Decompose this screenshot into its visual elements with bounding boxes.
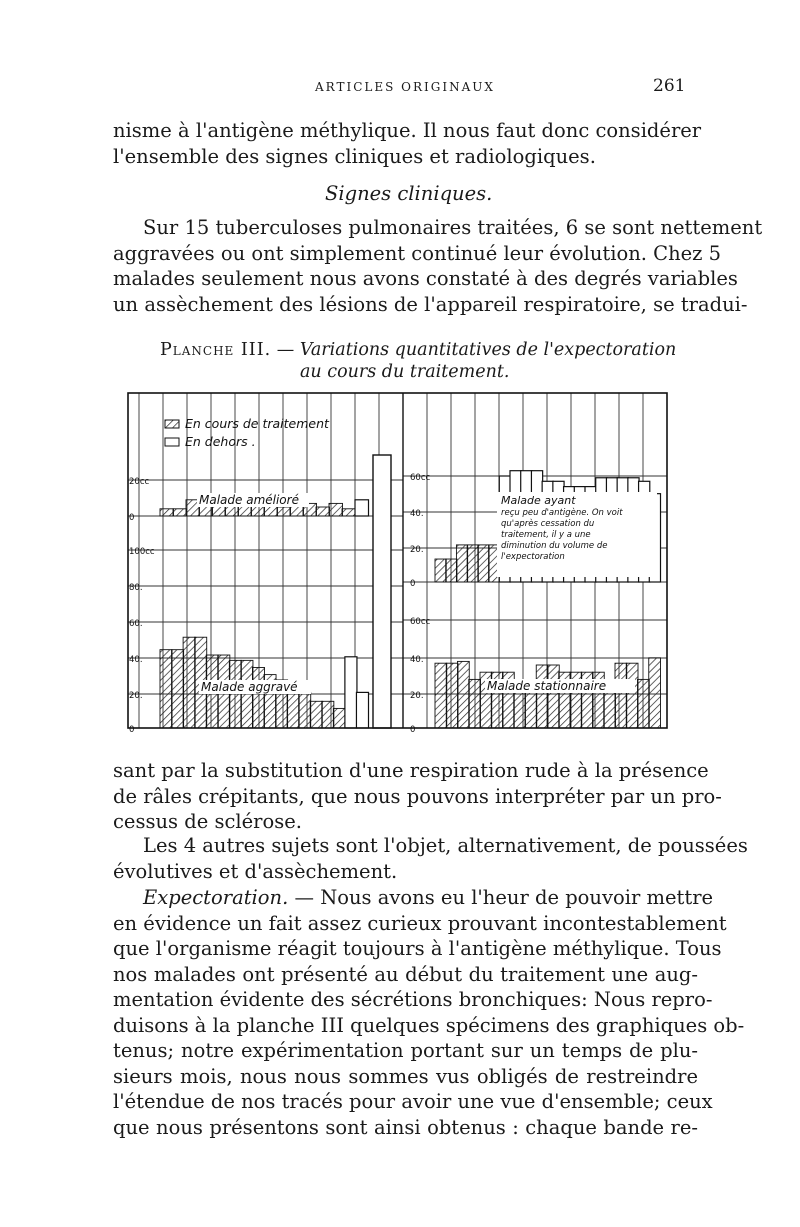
bar-on-treatment <box>458 661 470 728</box>
text-line: sieurs mois, nous nous sommes vus obligés de restreindre <box>113 1064 698 1088</box>
bar-on-treatment <box>342 509 356 516</box>
text-line: nos malades ont présenté au début du traitement une aug- <box>113 962 698 986</box>
clinical-paragraph <box>113 215 763 317</box>
y-tick-label: 20. <box>410 545 424 555</box>
plate-figure <box>125 390 670 735</box>
panel-annotation-line: Malade ayant <box>501 494 576 507</box>
bar-on-treatment <box>456 545 467 582</box>
panel-label-aggrave: Malade aggravé <box>201 680 298 694</box>
legend-swatch-hatched <box>165 420 179 428</box>
bar-on-treatment <box>446 663 458 728</box>
bar-on-treatment <box>299 692 311 728</box>
text-line: l'étendue de nos tracés pour avoir une vue d'ensemble; ceux <box>113 1090 713 1113</box>
y-tick-label: 40. <box>410 509 424 519</box>
bar-on-treatment <box>469 679 481 728</box>
bar-off-treatment <box>345 657 357 728</box>
legend-label: En dehors . <box>185 434 256 449</box>
y-tick-label: 100cc <box>129 547 155 557</box>
plate-caption-line2: au cours du traitement. <box>300 362 510 382</box>
bar-on-treatment <box>322 701 334 728</box>
plate-label: Planche III. <box>160 340 272 360</box>
panel-annotation-line: traitement, il y a une <box>501 530 591 540</box>
text-line: en évidence un fait assez curieux prouvant incontestablement <box>113 911 727 935</box>
y-tick-label: 0 <box>129 725 135 735</box>
legend-label: En cours de traitement <box>185 416 329 431</box>
text-line: Les 4 autres sujets sont l'objet, alternativement, de poussées <box>143 834 748 857</box>
bar-on-treatment <box>435 559 446 582</box>
panel-annotation-line: diminution du volume de <box>501 541 608 551</box>
intro-paragraph <box>113 118 702 169</box>
bar-on-treatment <box>160 509 174 516</box>
others-paragraph <box>113 833 748 884</box>
bar-on-treatment <box>183 637 195 728</box>
text-line: Sur 15 tuberculoses pulmonaires traitées, 6 se sont nettement <box>143 216 763 239</box>
bar-on-treatment <box>229 660 241 728</box>
text-line: malades seulement nous avons constaté à des degrés variables <box>113 267 738 290</box>
text-line <box>113 885 714 911</box>
legend-swatch-empty <box>165 438 179 446</box>
first-line-rest: Nous avons eu l'heur de pouvoir mettre <box>320 886 714 909</box>
bar-on-treatment <box>277 507 291 516</box>
y-tick-label: 0 <box>410 579 416 589</box>
bar-on-treatment <box>172 650 184 728</box>
panel-annotation-line: l'expectoration <box>501 552 565 562</box>
text-line: un assèchement des lésions de l'appareil respiratoire, se tradui- <box>113 292 748 316</box>
bar-on-treatment <box>467 545 478 582</box>
running-title: ARTICLES ORIGINAUX <box>315 80 495 94</box>
bar-on-treatment <box>536 665 548 728</box>
bar-on-treatment <box>649 658 661 728</box>
bar-on-treatment <box>446 559 457 582</box>
y-tick-label: 60cc <box>410 473 431 483</box>
y-tick-label: 0 <box>129 513 135 523</box>
plate-dash: — <box>276 340 295 360</box>
plate-caption: Variations quantitatives de l'expectoration <box>299 340 677 360</box>
panel-annotation-line: reçu peu d'antigène. On voit <box>501 508 623 518</box>
expectoration-paragraph <box>113 885 745 1140</box>
bar-on-treatment <box>241 660 253 728</box>
page-number: 261 <box>653 76 686 96</box>
text-line: de râles crépitants, que nous pouvons interpréter par un pro- <box>113 784 722 808</box>
bar-on-treatment <box>173 509 187 516</box>
bar-extra <box>373 455 391 728</box>
dash: — <box>294 886 314 909</box>
after-paragraph <box>113 758 722 835</box>
text-line: que l'organisme réagit toujours à l'antigène méthylique. Tous <box>113 937 722 960</box>
bar-off-treatment <box>356 692 368 728</box>
expectoration-heading: Expectoration. <box>143 886 289 909</box>
y-tick-label: 40. <box>129 655 143 665</box>
bar-off-treatment <box>355 500 369 516</box>
y-tick-label: 60cc <box>410 617 431 627</box>
bar-on-treatment <box>626 663 638 728</box>
panel-label-stationnaire: Malade stationnaire <box>487 679 607 693</box>
y-tick-label: 20. <box>129 691 143 701</box>
bar-on-treatment <box>316 507 330 516</box>
bar-on-treatment <box>160 650 172 728</box>
text-line: tenus; notre expérimentation portant sur un temps de plu- <box>113 1039 698 1062</box>
text-line: nisme à l'antigène méthylique. Il nous faut donc considérer <box>113 119 702 142</box>
text-line: aggravées ou ont simplement continué leur évolution. Chez 5 <box>113 241 722 265</box>
panel-annotation-line: qu'après cessation du <box>501 519 595 529</box>
y-tick-label: 20cc <box>129 477 150 487</box>
bar-on-treatment <box>252 667 264 728</box>
y-tick-label: 80. <box>129 583 143 593</box>
bar-on-treatment <box>638 679 650 728</box>
bar-on-treatment <box>329 503 343 516</box>
y-tick-label: 60. <box>129 619 143 629</box>
text-line: l'ensemble des signes cliniques et radiologiques. <box>113 144 596 168</box>
bar-on-treatment <box>548 665 560 728</box>
panel-label-ameliore: Malade amélioré <box>199 493 299 507</box>
y-tick-label: 0 <box>410 725 416 735</box>
bar-on-treatment <box>615 663 627 728</box>
text-line: mentation évidente des sécrétions bronchiques: Nous repro- <box>113 988 713 1011</box>
text-line: évolutives et d'assèchement. <box>113 859 398 883</box>
text-line: duisons à la planche III quelques spécimens des graphiques ob- <box>113 1013 745 1037</box>
bar-on-treatment <box>310 701 322 728</box>
y-tick-label: 20. <box>410 691 424 701</box>
bar-on-treatment <box>333 708 345 728</box>
text-line: cessus de sclérose. <box>113 810 302 833</box>
text-line: que nous présentons sont ainsi obtenus : chaque bande re- <box>113 1115 698 1139</box>
bar-on-treatment <box>478 545 489 582</box>
text-line: sant par la substitution d'une respiration rude à la présence <box>113 759 709 782</box>
bar-on-treatment <box>435 663 447 728</box>
y-tick-label: 40. <box>410 655 424 665</box>
plate-caption-line1 <box>160 340 676 360</box>
section-heading: Signes cliniques. <box>325 182 493 205</box>
